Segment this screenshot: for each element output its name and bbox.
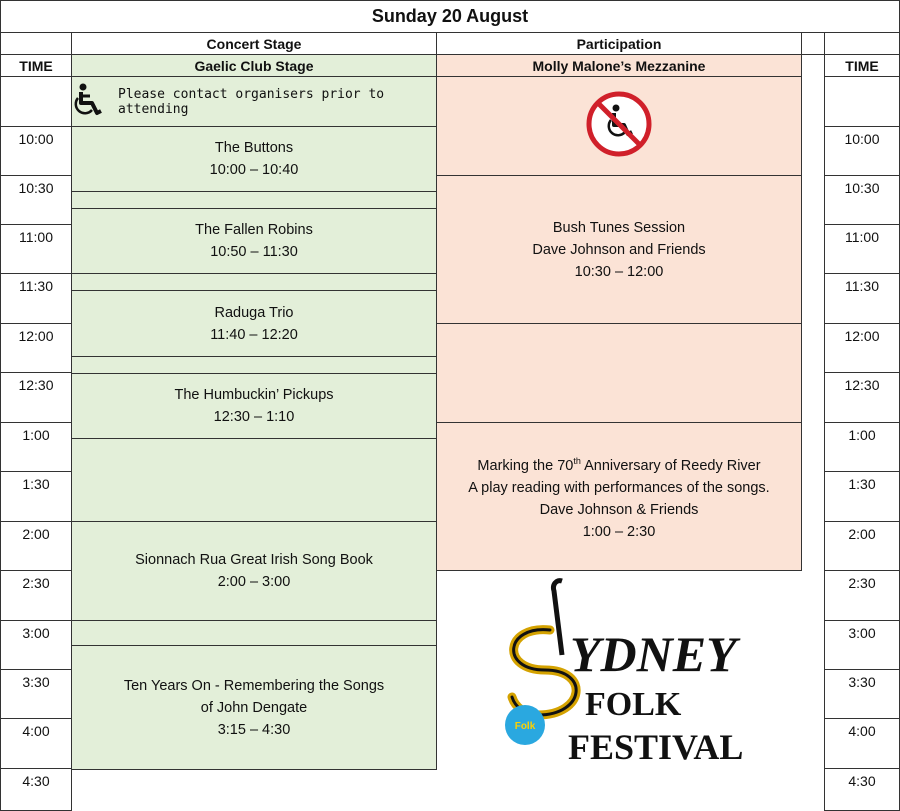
time-cell: 11:00 — [0, 224, 72, 274]
time-cell: 4:00 — [0, 718, 72, 769]
event-the-buttons — [71, 126, 437, 192]
event-time: 3:15 – 4:30 — [217, 721, 291, 738]
event-detail: Dave Johnson and Friends — [532, 241, 706, 258]
event-time: 11:40 – 12:20 — [210, 326, 298, 343]
event-time: 1:00 – 2:30 — [582, 523, 656, 540]
event-name: The Buttons — [214, 140, 294, 156]
svg-text:YDNEY: YDNEY — [570, 626, 737, 682]
time-cell-blank — [824, 76, 900, 127]
time-cell: 11:00 — [824, 224, 900, 274]
time-cell: 1:00 — [824, 422, 900, 472]
page-title: Sunday 20 August — [0, 0, 900, 33]
sydney-folk-festival-logo — [490, 575, 780, 770]
time-header-left: TIME — [0, 54, 72, 77]
event-time: 10:00 – 10:40 — [209, 162, 299, 178]
time-cell: 11:30 — [824, 273, 900, 324]
time-cell: 10:00 — [824, 126, 900, 176]
event-time: 10:50 – 11:30 — [210, 244, 298, 260]
event-reedy-river — [436, 422, 802, 571]
event-name: Marking the 70th Anniversary of Reedy River — [477, 456, 761, 474]
time-cell: 2:00 — [824, 521, 900, 571]
event-name-cont: of John Dengate — [200, 699, 308, 716]
wheelchair-icon — [72, 83, 108, 121]
event-sionnach-rua — [71, 521, 437, 621]
event-time: 12:30 – 1:10 — [213, 409, 295, 425]
gaelic-club-stage-header: Gaelic Club Stage — [71, 54, 437, 77]
time-cell: 2:30 — [824, 570, 900, 621]
time-cell-blank — [0, 76, 72, 127]
time-cell: 10:00 — [0, 126, 72, 176]
time-cell: 4:30 — [824, 768, 900, 811]
gap-cell — [71, 273, 437, 291]
accessibility-note-text: Please contact organisers prior to attending — [118, 86, 385, 117]
event-detail: Dave Johnson & Friends — [539, 501, 699, 518]
time-cell: 3:30 — [824, 669, 900, 719]
time-cell: 12:30 — [0, 372, 72, 423]
empty-slot — [71, 438, 437, 522]
event-raduga-trio — [71, 290, 437, 357]
participation-header: Participation — [436, 32, 802, 55]
time-cell: 4:30 — [0, 768, 72, 811]
empty-slot — [436, 323, 802, 423]
event-name: Bush Tunes Session — [552, 219, 686, 236]
svg-text:FOLK: FOLK — [585, 686, 682, 723]
no-wheelchair-icon — [586, 91, 652, 162]
time-cell: 3:30 — [0, 669, 72, 719]
event-name: Raduga Trio — [214, 304, 294, 321]
event-description: A play reading with performances of the songs. — [468, 479, 770, 496]
event-the-fallen-robins — [71, 208, 437, 274]
time-cell: 3:00 — [824, 620, 900, 670]
gap-cell — [71, 356, 437, 374]
time-header-right: TIME — [824, 54, 900, 77]
time-cell: 12:00 — [824, 323, 900, 373]
concert-stage-header: Concert Stage — [71, 32, 437, 55]
gap-cell — [71, 191, 437, 209]
event-time: 10:30 – 12:00 — [574, 263, 664, 280]
event-name: The Humbuckin’ Pickups — [174, 387, 334, 403]
time-cell: 3:00 — [0, 620, 72, 670]
event-name: Ten Years On - Remembering the Songs — [123, 677, 385, 694]
header-spacer-mid — [801, 32, 825, 55]
svg-text:FESTIVAL: FESTIVAL — [568, 727, 744, 767]
svg-text:Folk: Folk — [514, 721, 536, 732]
time-cell: 1:00 — [0, 422, 72, 472]
time-cell: 12:00 — [0, 323, 72, 373]
time-cell: 1:30 — [824, 471, 900, 522]
time-cell: 2:00 — [0, 521, 72, 571]
event-bush-tunes-session — [436, 175, 802, 324]
event-ten-years-on — [71, 645, 437, 770]
event-name: Sionnach Rua Great Irish Song Book — [135, 552, 373, 568]
header-spacer-right — [824, 32, 900, 55]
time-cell: 2:30 — [0, 570, 72, 621]
accessibility-note — [71, 76, 437, 127]
event-time: 2:00 – 3:00 — [217, 574, 291, 590]
event-the-humbuckin-pickups — [71, 373, 437, 439]
no-wheelchair-access-cell — [436, 76, 802, 176]
time-cell: 1:30 — [0, 471, 72, 522]
time-cell: 10:30 — [824, 175, 900, 225]
gap-cell — [71, 620, 437, 646]
header-spacer-left — [0, 32, 72, 55]
time-cell: 4:00 — [824, 718, 900, 769]
event-name: The Fallen Robins — [195, 222, 313, 238]
time-cell: 11:30 — [0, 273, 72, 324]
molly-malones-header: Molly Malone’s Mezzanine — [436, 54, 802, 77]
time-cell: 12:30 — [824, 372, 900, 423]
time-cell: 10:30 — [0, 175, 72, 225]
